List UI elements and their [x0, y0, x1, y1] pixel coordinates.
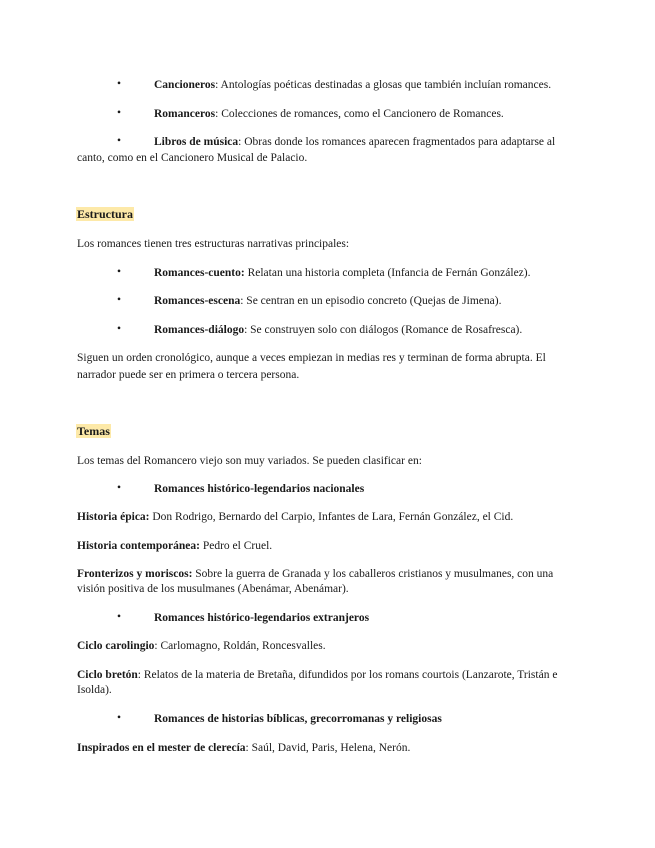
- term: Inspirados en el mester de clerecía: [77, 742, 246, 754]
- term: Libros de música: [154, 136, 239, 148]
- historia-epica: [77, 510, 513, 524]
- term: Romances-diálogo: [154, 324, 245, 336]
- estructura-item: [154, 266, 530, 280]
- term: Cancioneros: [154, 79, 216, 91]
- temas-intro: Los temas del Romancero viejo son muy variados. Se pueden clasificar en:: [77, 455, 422, 467]
- historia-contemporanea: [77, 539, 272, 553]
- description: Don Rodrigo, Bernardo del Carpio, Infantes de Lara, Fernán González, el Cid.: [149, 511, 514, 523]
- fronterizos-moriscos: [77, 567, 553, 581]
- term: Romances-cuento:: [154, 267, 245, 279]
- estructura-intro: Los romances tienen tres estructuras narrativas principales:: [77, 238, 350, 250]
- source-libros-musica-cont: canto, como en el Cancionero Musical de Palacio.: [77, 152, 308, 164]
- description: : Saúl, David, Paris, Helena, Nerón.: [245, 742, 411, 754]
- source-libros-musica: [154, 135, 555, 149]
- term: Fronterizos y moriscos:: [77, 568, 193, 580]
- source-romanceros: [154, 107, 504, 121]
- bullet-icon: •: [116, 135, 122, 147]
- ciclo-breton-cont: Isolda).: [77, 684, 112, 696]
- term: Historia contemporánea:: [77, 540, 200, 552]
- estructura-closing-line-1: Siguen un orden cronológico, aunque a veces empiezan in medias res y terminan de forma abrupta. El: [77, 352, 546, 364]
- description: Pedro el Cruel.: [199, 540, 273, 552]
- bullet-icon: •: [116, 266, 122, 278]
- section-heading-estructura: Estructura: [77, 207, 133, 221]
- ciclo-breton: [77, 668, 557, 682]
- temas-group-heading: Romances histórico-legendarios extranjeros: [154, 612, 370, 624]
- term: Ciclo carolingio: [77, 640, 155, 652]
- description: : Obras donde los romances aparecen fragmentados para adaptarse al: [238, 136, 556, 148]
- mester-clerecia: [77, 741, 410, 755]
- fronterizos-moriscos-cont: visión positiva de los musulmanes (Abenámar, Abenámar).: [77, 583, 349, 595]
- ciclo-carolingio: [77, 639, 326, 653]
- temas-group-heading: Romances de historias bíblicas, grecorromanas y religiosas: [154, 713, 442, 725]
- bullet-icon: •: [116, 611, 122, 623]
- term: Ciclo bretón: [77, 669, 138, 681]
- description: : Colecciones de romances, como el Cancionero de Romances.: [215, 108, 504, 120]
- estructura-item: [154, 294, 501, 308]
- temas-group-heading: Romances histórico-legendarios nacionales: [154, 483, 365, 495]
- description: : Carlomagno, Roldán, Roncesvalles.: [154, 640, 326, 652]
- description: : Antologías poéticas destinadas a glosas que también incluían romances.: [215, 79, 552, 91]
- description: : Se construyen solo con diálogos (Romance de Rosafresca).: [244, 324, 523, 336]
- bullet-icon: •: [116, 78, 122, 90]
- bullet-icon: •: [116, 107, 122, 119]
- description: Relatan una historia completa (Infancia de Fernán González).: [244, 267, 531, 279]
- section-heading-temas: Temas: [77, 424, 110, 438]
- source-cancioneros: [154, 78, 551, 92]
- description: : Se centran en un episodio concreto (Quejas de Jimena).: [240, 295, 502, 307]
- estructura-item: [154, 323, 522, 337]
- estructura-closing-line-2: narrador puede ser en primera o tercera persona.: [77, 369, 300, 381]
- bullet-icon: •: [116, 294, 122, 306]
- description: : Relatos de la materia de Bretaña, difundidos por los romans courtois (Lanzarote, Tristán e: [137, 669, 558, 681]
- description: Sobre la guerra de Granada y los caballeros cristianos y musulmanes, con una: [192, 568, 554, 580]
- term: Romanceros: [154, 108, 216, 120]
- term: Romances-escena: [154, 295, 241, 307]
- bullet-icon: •: [116, 712, 122, 724]
- bullet-icon: •: [116, 323, 122, 335]
- term: Historia épica:: [77, 511, 150, 523]
- bullet-icon: •: [116, 482, 122, 494]
